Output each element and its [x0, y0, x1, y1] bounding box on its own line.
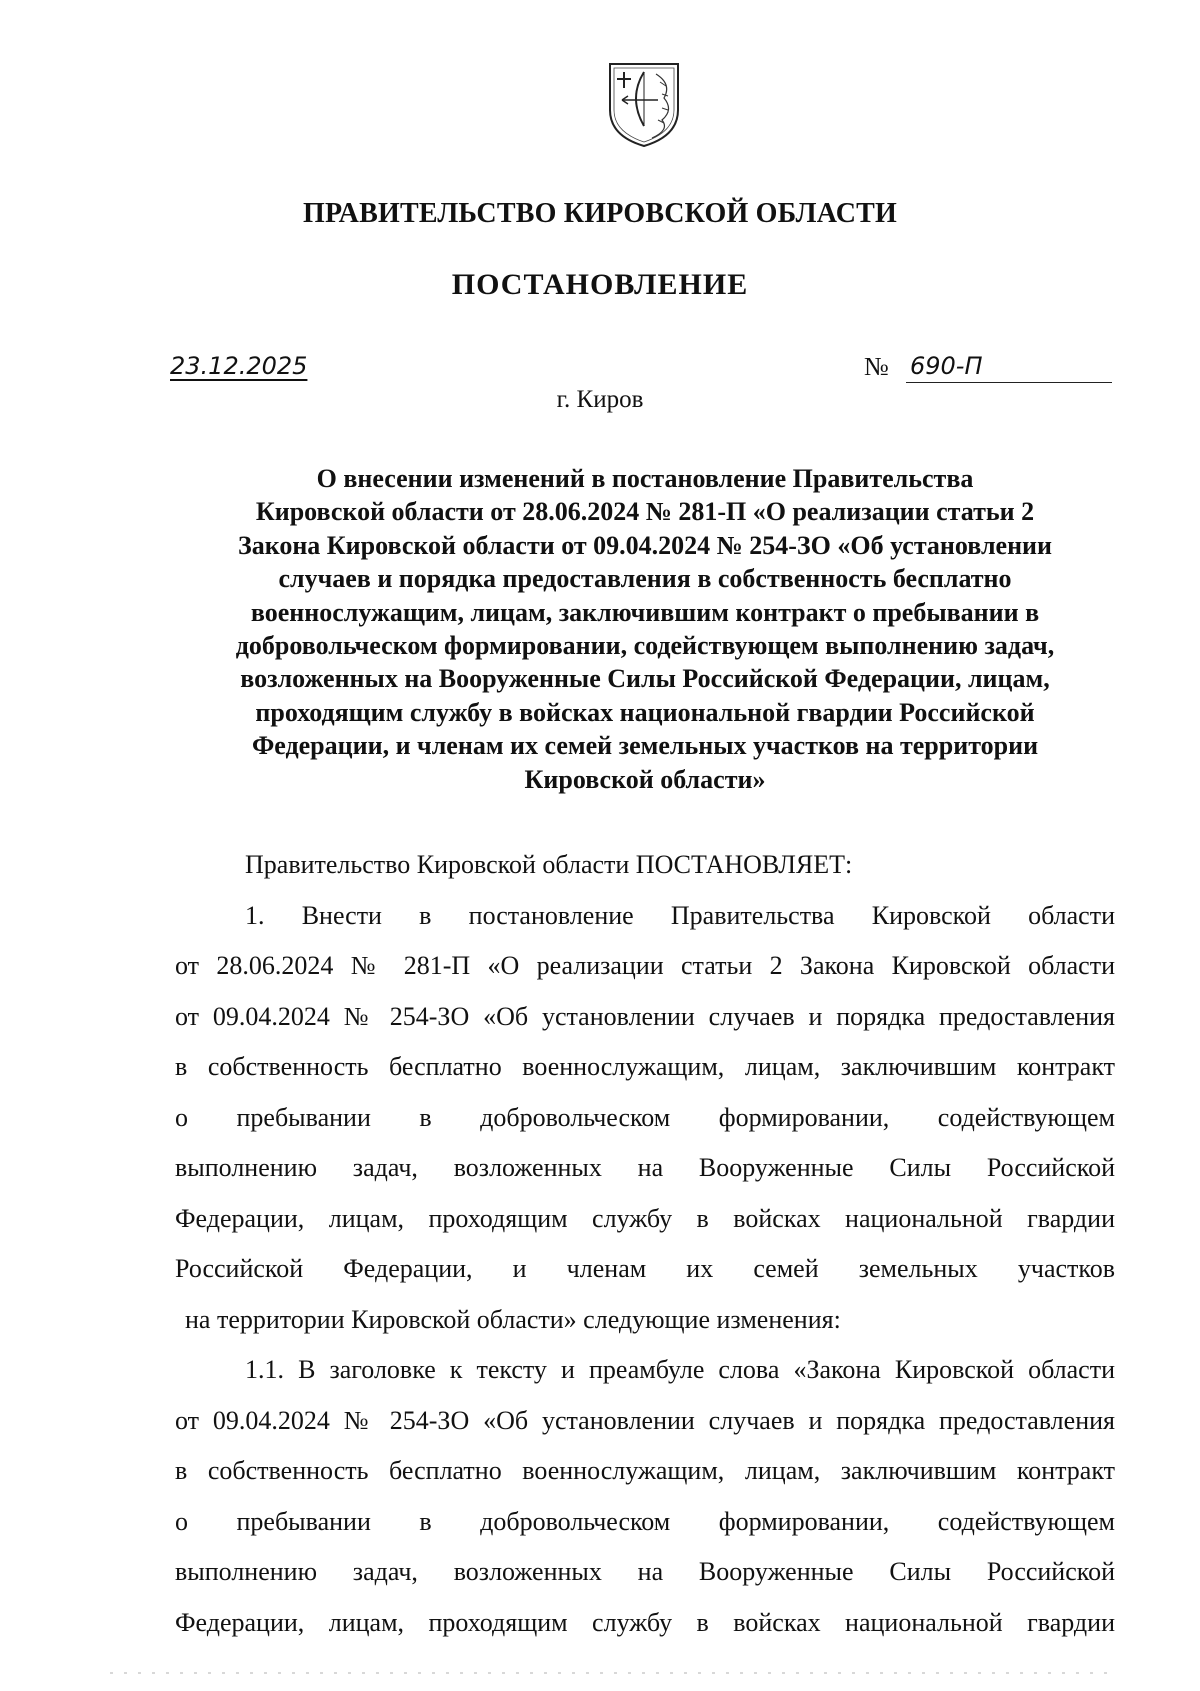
scan-artifact-divider — [110, 1672, 1110, 1674]
number-underline — [906, 382, 1112, 383]
title-line: возложенных на Вооруженные Силы Российской Федерации, лицам, — [240, 664, 1050, 694]
body-line: в собственность бесплатно военнослужащим, лицам, заключившим контракт — [175, 1456, 1115, 1485]
document-type: ПОСТАНОВЛЕНИЕ — [451, 268, 749, 301]
body-line: от 09.04.2024 № 254-ЗО «Об установлении случаев и порядка предоставления — [175, 1405, 1115, 1435]
body-line: выполнению задач, возложенных на Вооруженные Силы Российской — [175, 1557, 1115, 1586]
body-line: в собственность бесплатно военнослужащим, лицам, заключившим контракт — [175, 1052, 1115, 1081]
body-line: о пребывании в добровольческом формировании, содействующем — [175, 1506, 1115, 1536]
title-line: военнослужащим, лицам, заключившим контракт о пребывании в — [250, 597, 1040, 627]
body-line: выполнению задач, возложенных на Вооруженные Силы Российской — [175, 1153, 1115, 1182]
document-title — [190, 462, 1100, 796]
number-value: 690-П — [910, 352, 983, 380]
number-sign: № — [864, 352, 889, 381]
body-line: 1. Внести в постановление Правительства Кировской области — [245, 900, 1115, 930]
title-line: добровольческом формировании, содействующем выполнению задач, — [235, 631, 1055, 661]
body-line: Российской Федерации, и членам их семей земельных участков — [175, 1254, 1115, 1283]
organization-name: ПРАВИТЕЛЬСТВО КИРОВСКОЙ ОБЛАСТИ — [302, 198, 897, 229]
title-line: О внесении изменений в постановление Правительства — [316, 464, 974, 493]
body-line: на территории Кировской области» следующие изменения: — [185, 1304, 841, 1334]
preamble: Правительство Кировской области ПОСТАНОВЛЯЕТ: — [245, 850, 853, 879]
title-line: Федерации, и членам их семей земельных участков на территории — [251, 731, 1039, 761]
title-line: Закона Кировской области от 09.04.2024 № 254-ЗО «Об установлении — [237, 530, 1053, 560]
body-line: Федерации, лицам, проходящим службу в войсках национальной гвардии — [175, 1203, 1115, 1233]
document-date: 23.12.2025 — [170, 352, 308, 380]
body-line: о пребывании в добровольческом формировании, содействующем — [175, 1102, 1115, 1132]
title-line: Кировской области» — [524, 764, 766, 794]
body-line: Федерации, лицам, проходящим службу в войсках национальной гвардии — [175, 1607, 1115, 1637]
title-line: Кировской области от 28.06.2024 № 281-П «О реализации статьи 2 — [255, 497, 1035, 527]
title-line: проходящим службу в войсках национальной гвардии Российской — [255, 697, 1035, 727]
body-line: от 28.06.2024 № 281-П «О реализации статьи 2 Закона Кировской области — [175, 951, 1115, 980]
kirov-coat-of-arms-icon — [604, 60, 684, 150]
document-number — [864, 352, 1114, 382]
body-line: 1.1. В заголовке к тексту и преамбуле слова «Закона Кировской области — [245, 1355, 1115, 1384]
city: г. Киров — [556, 386, 644, 413]
document-body — [175, 840, 1115, 1648]
body-line: от 09.04.2024 № 254-ЗО «Об установлении случаев и порядка предоставления — [175, 1001, 1115, 1031]
title-line: случаев и порядка предоставления в собственность бесплатно — [278, 564, 1012, 594]
